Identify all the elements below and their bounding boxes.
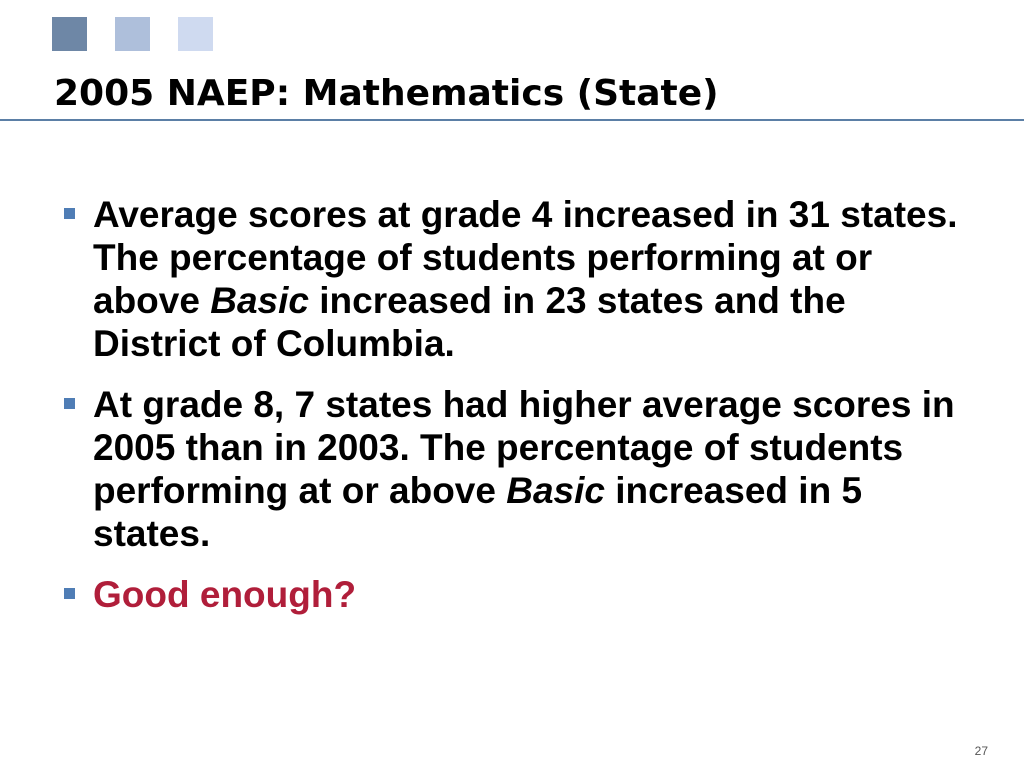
- square-bullet-icon: [64, 208, 75, 219]
- bullet-emphasis: Basic: [506, 470, 605, 511]
- bullet-text-part: Average scores at grade 4 increased in 31 states. The percentage of students performing at or above: [93, 194, 958, 321]
- bullet-item-2: [62, 383, 962, 555]
- bullet-text: Good enough?: [93, 574, 357, 615]
- bullet-list: [62, 193, 962, 634]
- decorative-square-3: [178, 17, 213, 51]
- bullet-emphasis: Basic: [210, 280, 309, 321]
- bullet-item-1: [62, 193, 962, 365]
- title-divider: [0, 119, 1024, 121]
- slide-number: 27: [974, 744, 988, 758]
- bullet-item-3: [62, 573, 962, 616]
- bullet-text-part: increased in 23 states and the District of Columbia.: [93, 280, 846, 364]
- bullet-text-part: increased in 5 states.: [93, 470, 863, 554]
- decorative-square-2: [115, 17, 150, 51]
- slide-title: 2005 NAEP: Mathematics (State): [54, 73, 719, 114]
- decorative-square-1: [52, 17, 87, 51]
- square-bullet-icon: [64, 398, 75, 409]
- square-bullet-icon: [64, 588, 75, 599]
- bullet-text-part: At grade 8, 7 states had higher average scores in 2005 than in 2003. The percentage of students performing at or above: [93, 384, 955, 511]
